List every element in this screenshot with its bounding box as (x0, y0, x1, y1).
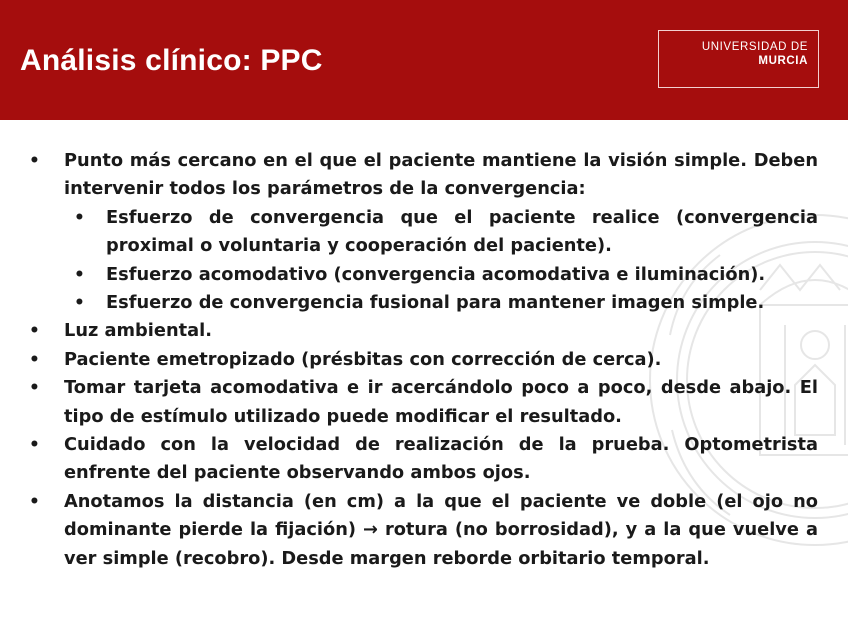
sub-list-item: • Esfuerzo de convergencia fusional para mantener imagen simple. (0, 289, 848, 317)
slide-title: Análisis clínico: PPC (20, 44, 323, 77)
list-item: • Anotamos la distancia (en cm) a la que el paciente ve doble (el ojo no dominante pierde la fijación) → rotura (no borrosidad), y a la que vuelve a ver simple (recobro). Desde margen reborde orbitario temporal. (0, 488, 848, 573)
list-item: • Cuidado con la velocidad de realización de la prueba. Optometrista enfrente del paciente observando ambos ojos. (0, 431, 848, 488)
header-bar (0, 0, 848, 120)
list-item: • Tomar tarjeta acomodativa e ir acercándolo poco a poco, desde abajo. El tipo de estímulo utilizado puede modificar el resultado. (0, 374, 848, 431)
sub-list-item: • Esfuerzo acomodativo (convergencia acomodativa e iluminación). (0, 261, 848, 289)
university-logo (658, 30, 819, 88)
logo-line-2: MURCIA (758, 55, 808, 67)
sub-list-item: • Esfuerzo de convergencia que el paciente realice (convergencia proximal o voluntaria y cooperación del paciente). (0, 204, 848, 261)
list-item: • Paciente emetropizado (présbitas con corrección de cerca). (0, 346, 848, 374)
list-item: • Luz ambiental. (0, 317, 848, 345)
list-item: • Punto más cercano en el que el paciente mantiene la visión simple. Deben intervenir todos los parámetros de la convergencia: (0, 147, 848, 204)
bullet-list (0, 147, 848, 573)
logo-line-1: UNIVERSIDAD DE (701, 41, 808, 53)
